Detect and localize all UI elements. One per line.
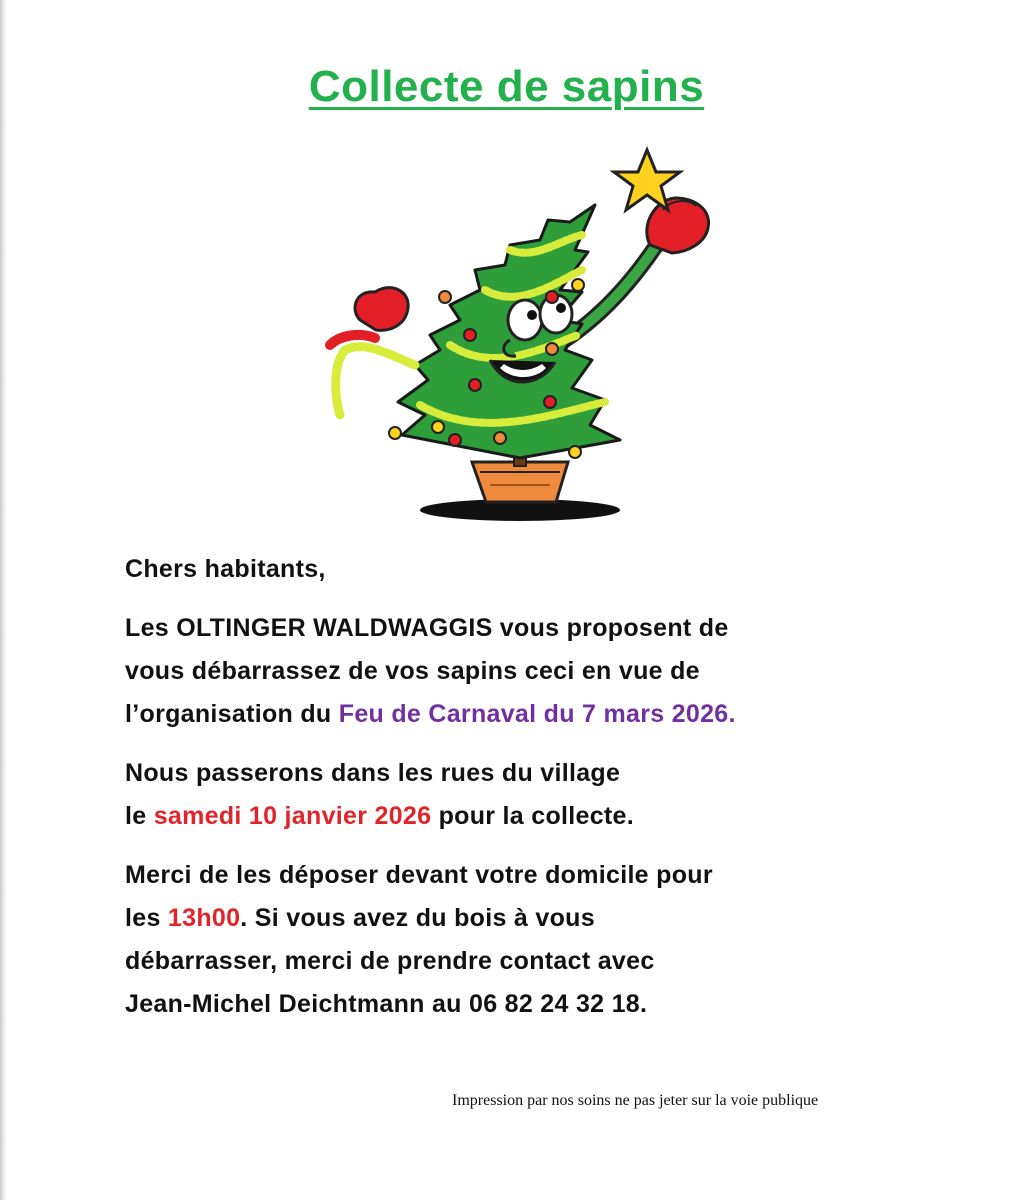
paragraph-3-line-1: Merci de les déposer devant votre domicile pour (125, 861, 713, 889)
collection-date-highlight: samedi 10 janvier 2026 (153, 802, 432, 830)
title-container (0, 62, 1013, 112)
paragraph-1-line-1: Les OLTINGER WALDWAGGIS vous proposent de (125, 614, 729, 642)
paragraph-3-line-4: Jean-Michel Deichtmann au 06 82 24 32 18. (125, 990, 648, 1018)
paragraph-1-line-2: vous débarrassez de vos sapins ceci en vue de (125, 657, 700, 685)
paragraph-3-line-3: débarrasser, merci de prendre contact avec (125, 947, 655, 975)
collection-time-highlight: 13h00 (167, 904, 241, 932)
paragraph-3-line-2 (125, 897, 925, 940)
carnival-date-highlight: Feu de Carnaval du 7 mars 2026. (338, 700, 736, 728)
christmas-tree-drawing (320, 140, 720, 530)
footer-note: Impression par nos soins ne pas jeter sur la voie publique (452, 1092, 819, 1109)
paragraph-2-line-2 (125, 795, 925, 838)
paragraph-3-line-2-prefix: les (125, 904, 168, 932)
page-edge (0, 0, 7, 1200)
paragraph-2-line-2-prefix: le (125, 802, 154, 830)
paragraph-1-line-3-prefix: l’organisation du (125, 700, 339, 728)
paragraph-1 (125, 607, 925, 736)
letter-body (125, 548, 925, 1042)
paragraph-2-line-1: Nous passerons dans les rues du village (125, 759, 621, 787)
paragraph-3-line-2-suffix: . Si vous avez du bois à vous (240, 904, 595, 932)
paragraph-2-line-2-suffix: pour la collecte. (431, 802, 635, 830)
greeting: Chers habitants, (125, 555, 326, 583)
christmas-tree-mascot-icon (320, 140, 720, 530)
paragraph-2 (125, 752, 925, 838)
paragraph-1-line-3 (125, 693, 925, 736)
paragraph-3 (125, 854, 925, 1026)
page-title: Collecte de sapins (308, 62, 705, 111)
